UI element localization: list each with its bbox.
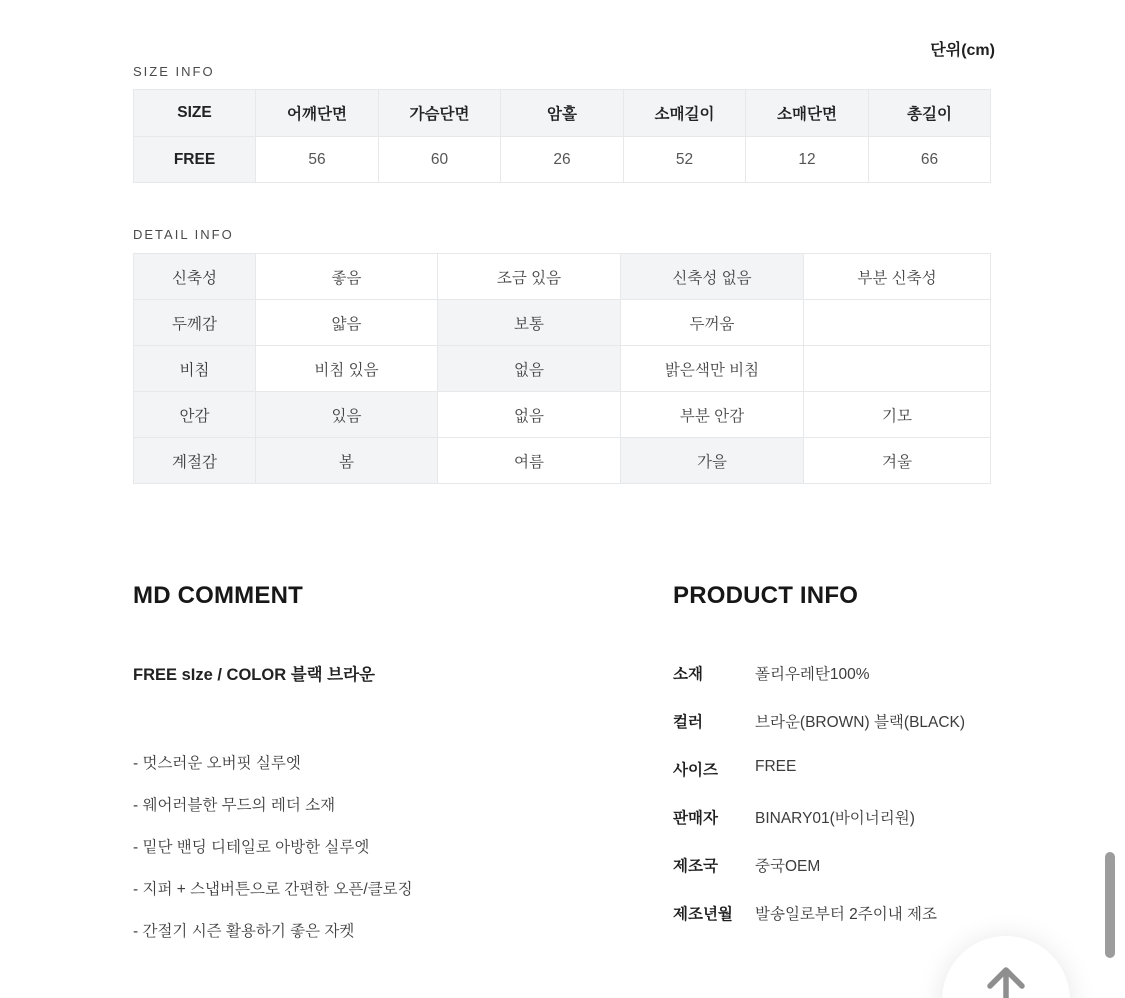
size-value-cell: 60 [379,137,501,183]
product-value: 폴리우레탄100% [755,666,870,683]
detail-option-cell: 밝은색만 비침 [621,346,804,392]
product-label: 제조국 [673,858,718,875]
detail-row-season [134,438,991,484]
detail-row-lining [134,392,991,438]
size-table-header-cell: SIZE [134,90,256,137]
size-info-table [133,89,991,183]
bullet-item: - 멋스러운 오버핏 실루엣 [133,755,301,772]
size-table-header-cell: 소매길이 [624,90,746,137]
product-value: FREE [755,758,797,775]
detail-option-cell: 신축성 없음 [621,254,804,300]
product-info-row [673,854,1013,874]
detail-option-cell [804,346,991,392]
unit-label: 단위(cm) [930,42,995,59]
product-value: 브라운(BROWN) 블랙(BLACK) [755,714,966,731]
detail-row-thickness [134,300,991,346]
size-table-header-cell: 총길이 [869,90,991,137]
detail-option-cell: 여름 [438,438,621,484]
product-label: 제조년월 [673,906,733,923]
detail-option-cell: 두꺼움 [621,300,804,346]
detail-option-cell: 보통 [438,300,621,346]
size-table-header-cell: 소매단면 [746,90,869,137]
detail-option-cell: 없음 [438,346,621,392]
detail-option-cell: 부분 안감 [621,392,804,438]
bullet-item: - 간절기 시즌 활용하기 좋은 자켓 [133,923,355,940]
detail-option-cell: 겨울 [804,438,991,484]
detail-option-cell: 얇음 [256,300,438,346]
detail-label-cell: 안감 [134,392,256,438]
detail-row-stretch [134,254,991,300]
md-comment-bullet-list [133,754,633,964]
detail-option-cell: 봄 [256,438,438,484]
detail-option-cell: 없음 [438,392,621,438]
product-info-rows [673,662,1013,922]
bullet-item: - 밑단 밴딩 디테일로 아방한 실루엣 [133,839,370,856]
size-table-header-cell: 암홀 [501,90,624,137]
size-table-header-cell: 가슴단면 [379,90,501,137]
detail-label-cell: 비침 [134,346,256,392]
detail-option-cell: 있음 [256,392,438,438]
product-value: BINARY01(바이너리원) [755,810,915,827]
md-comment-subheading: FREE sIze / COLOR 블랙 브라운 [133,666,375,684]
size-info-section-label: SIZE INFO [133,64,215,79]
size-table-header-row [134,90,991,137]
scrollbar-thumb[interactable] [1105,852,1115,958]
detail-label-cell: 두께감 [134,300,256,346]
product-value: 중국OEM [755,858,821,875]
product-info-row [673,902,1013,922]
detail-option-cell: 좋음 [256,254,438,300]
md-comment-heading: MD COMMENT [133,582,303,609]
detail-option-cell: 부분 신축성 [804,254,991,300]
size-value-cell: 52 [624,137,746,183]
product-info-row [673,758,1013,778]
size-value-cell: 26 [501,137,624,183]
detail-option-cell: 조금 있음 [438,254,621,300]
product-info-heading: PRODUCT INFO [673,582,859,609]
detail-label-cell: 계절감 [134,438,256,484]
up-arrow-icon [981,960,1031,998]
size-row-name-cell: FREE [134,137,256,183]
product-info-section [673,582,1013,950]
detail-option-cell: 가을 [621,438,804,484]
size-value-cell: 12 [746,137,869,183]
product-info-row [673,806,1013,826]
bullet-item: - 웨어러블한 무드의 레더 소재 [133,797,336,814]
detail-option-cell [804,300,991,346]
product-info-row [673,710,1013,730]
size-info-section [133,64,990,183]
detail-info-table [133,253,991,484]
product-label: 소재 [673,666,703,683]
product-value: 발송일로부터 2주이내 제조 [755,906,937,923]
detail-option-cell: 비침 있음 [256,346,438,392]
detail-info-section [133,227,990,484]
size-table-header-cell: 어깨단면 [256,90,379,137]
detail-option-cell: 기모 [804,392,991,438]
size-value-cell: 56 [256,137,379,183]
size-table-data-row [134,137,991,183]
detail-row-sheerness [134,346,991,392]
product-label: 컬러 [673,714,703,731]
detail-label-cell: 신축성 [134,254,256,300]
product-info-row [673,662,1013,682]
size-value-cell: 66 [869,137,991,183]
md-comment-section [133,582,633,964]
product-label: 사이즈 [673,762,718,779]
product-label: 판매자 [673,810,718,827]
detail-info-section-label: DETAIL INFO [133,227,234,242]
bullet-item: - 지퍼 + 스냅버튼으로 간편한 오픈/클로징 [133,881,413,898]
